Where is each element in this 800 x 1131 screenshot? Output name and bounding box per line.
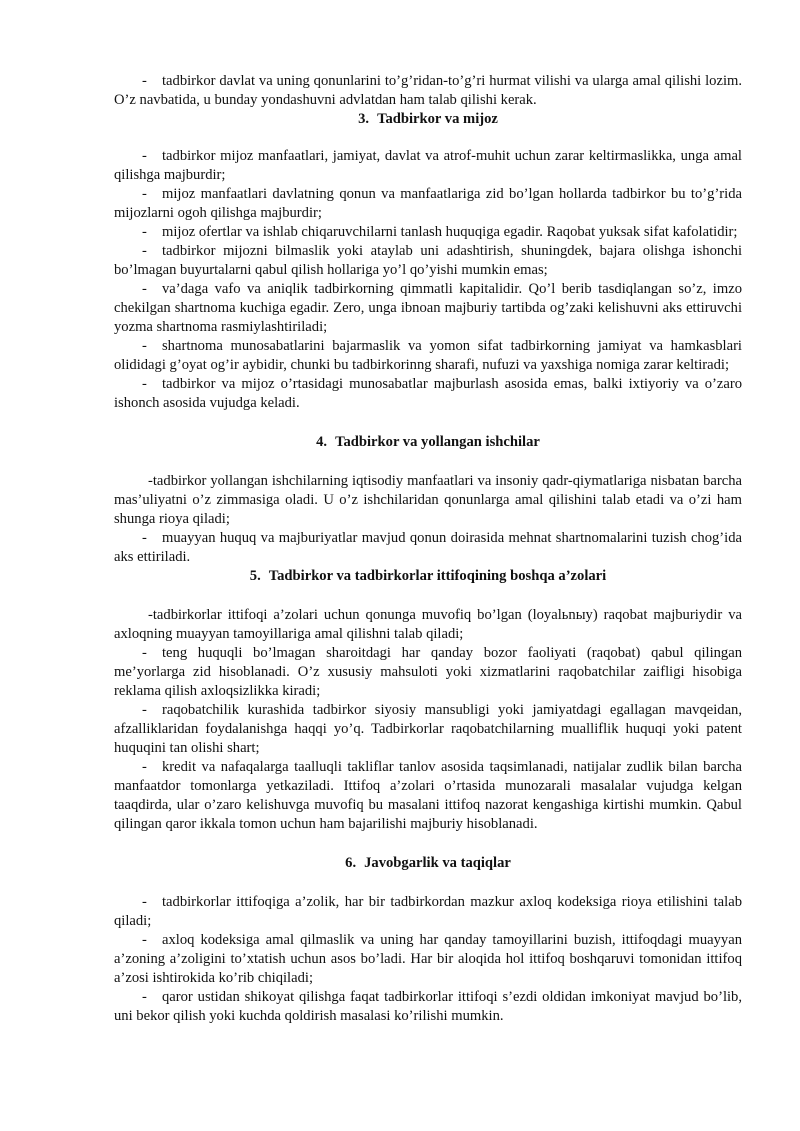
list-item: - mijoz manfaatlari davlatning qonun va manfaatlariga zid bo’lgan hollarda tadbirkor bu to’g’rida mijozlarni ogoh qilishga majburdir; [114,186,742,221]
list-item: - va’daga vafo va aniqlik tadbirkorning qimmatli kapitalidir. Qo’l berib tasdiqlangan so’z, imzo chekilgan shartnoma kuchiga egadir. Zero, unga ibnoan majburiy tartibda og’zaki kelishuvni aks ettiruvchi yozma shartnoma rasmiylashtiriladi; [114,281,742,335]
list-item: - axloq kodeksiga amal qilmaslik va uning har qanday tamoyillarini buzish, ittifoqdagi muayyan a’zoning a’zoligini to’xtatish uchun asos bo’ladi. Har bir aloqida hol ittifoq boshqaruvi tomonidan ittifoq a’zosi ishtirokida ko’rib chiqiladi; [114,932,742,986]
list-item: - qaror ustidan shikoyat qilishga faqat tadbirkorlar ittifoqi s’ezdi oldidan imkoniyat mavjud bo’lib, uni bekor qilish yoki kuchda qoldirish masalasi ko’rilishi mumkin. [114,989,742,1024]
list-item: - tadbirkor mijozni bilmaslik yoki ataylab uni adashtirish, shuningdek, bajara olishga ishonchi bo’lmagan buyurtalarni qabul qilish hollariga yo’l qo’yishi mumkin emas; [114,243,742,278]
list-item: - tadbirkor va mijoz o’rtasidagi munosabatlar majburlash asosida emas, balki ixtiyoriy va o’zaro ishonch asosida vujudga keladi. [114,376,742,411]
list-item: - tadbirkorlar ittifoqiga a’zolik, har bir tadbirkordan mazkur axloq kodeksiga rioya etilishini talab qiladi; [114,894,742,929]
section-heading-5: 5. Tadbirkor va tadbirkorlar ittifoqining boshqa a’zolari [249,568,607,584]
list-item: -tadbirkor yollangan ishchilarning iqtisodiy manfaatlari va insoniy qadr-qiymatlariga nisbatan barcha mas’uliyatni o’z zimmasiga oladi. U o’z ishchilaridan qonunlarga amal qilishini talab etadi va o’zi ham shunga rioya qiladi; [114,473,742,527]
list-item: - kredit va nafaqalarga taalluqli takliflar tanlov asosida taqsimlanadi, natijalar zudlik bilan barcha manfaatdor tomonlarga yetkaziladi. Ittifoq a’zolari o’rtasida munozarali masalalar vujudga kelgan taaqdirda, ular o’zaro kelishuvga muvofiq bu masalani ittifoq nazorat kengashiga kirtishi mumkin. Qabul qilingan qaror ikkala tomon uchun ham bajarilishi majburiy hisoblanadi. [114,759,742,832]
list-item: - mijoz ofertlar va ishlab chiqaruvchilarni tanlash huquqiga egadir. Raqobat yuksak sifat kafolatidir; [142,224,738,240]
intro-paragraph: - tadbirkor davlat va uning qonunlarini to’g’ridan-to’g’ri hurmat vilishi va ularga amal qilishi lozim. O’z navbatida, u bunday yondashuvni advlatdan ham talab qilishi kerak. [114,73,742,108]
list-item: - muayyan huquq va majburiyatlar mavjud qonun doirasida mehnat shartnomalarini tuzish chog’ida aks ettiriladi. [114,530,742,565]
list-item: - shartnoma munosabatlarini bajarmaslik va yomon sifat tadbirkorning jamiyat va hamkasblari olididagi g’oyat og’ir aybidir, chunki bu tadbirkorinng sharafi, nufuzi va yaxshiga nomiga zarar keltiradi; [114,338,742,373]
list-item: - teng huquqli bo’lmagan sharoitdagi har qanday bozor faoliyati (raqobat) qabul qilingan me’yorlarga zid hisoblanadi. O’z xususiy mahsuloti yoki xizmatlarini raqobatchilar zaifligi hisobiga reklama qilish axloqsizlikka kiradi; [114,645,742,699]
list-item: - raqobatchilik kurashida tadbirkor siyosiy mansubligi yoki jamiyatdagi egallagan mavqeidan, afzalliklaridan foydalanishga haqqi yo’q. Tadbirkorlar raqobatchilarning mualliflik huquqi yoki patent huquqini tan olishi shart; [114,702,742,756]
section-heading-4: 4. Tadbirkor va yollangan ishchilar [316,434,540,450]
section-heading-6: 6. Javobgarlik va taqiqlar [345,855,511,871]
list-item: - tadbirkor mijoz manfaatlari, jamiyat, davlat va atrof-muhit uchun zarar keltirmaslikka, unga amal qilishga majburdir; [114,148,742,183]
section-heading-3: 3. Tadbirkor va mijoz [358,111,498,127]
dash-marker: - [142,73,147,89]
list-item: -tadbirkorlar ittifoqi a’zolari uchun qonunga muvofiq bo’lgan (loyalьnыy) raqobat majburiydir va axloqning muayyan tamoyillariga amal qilishni talab qiladi; [114,607,742,642]
